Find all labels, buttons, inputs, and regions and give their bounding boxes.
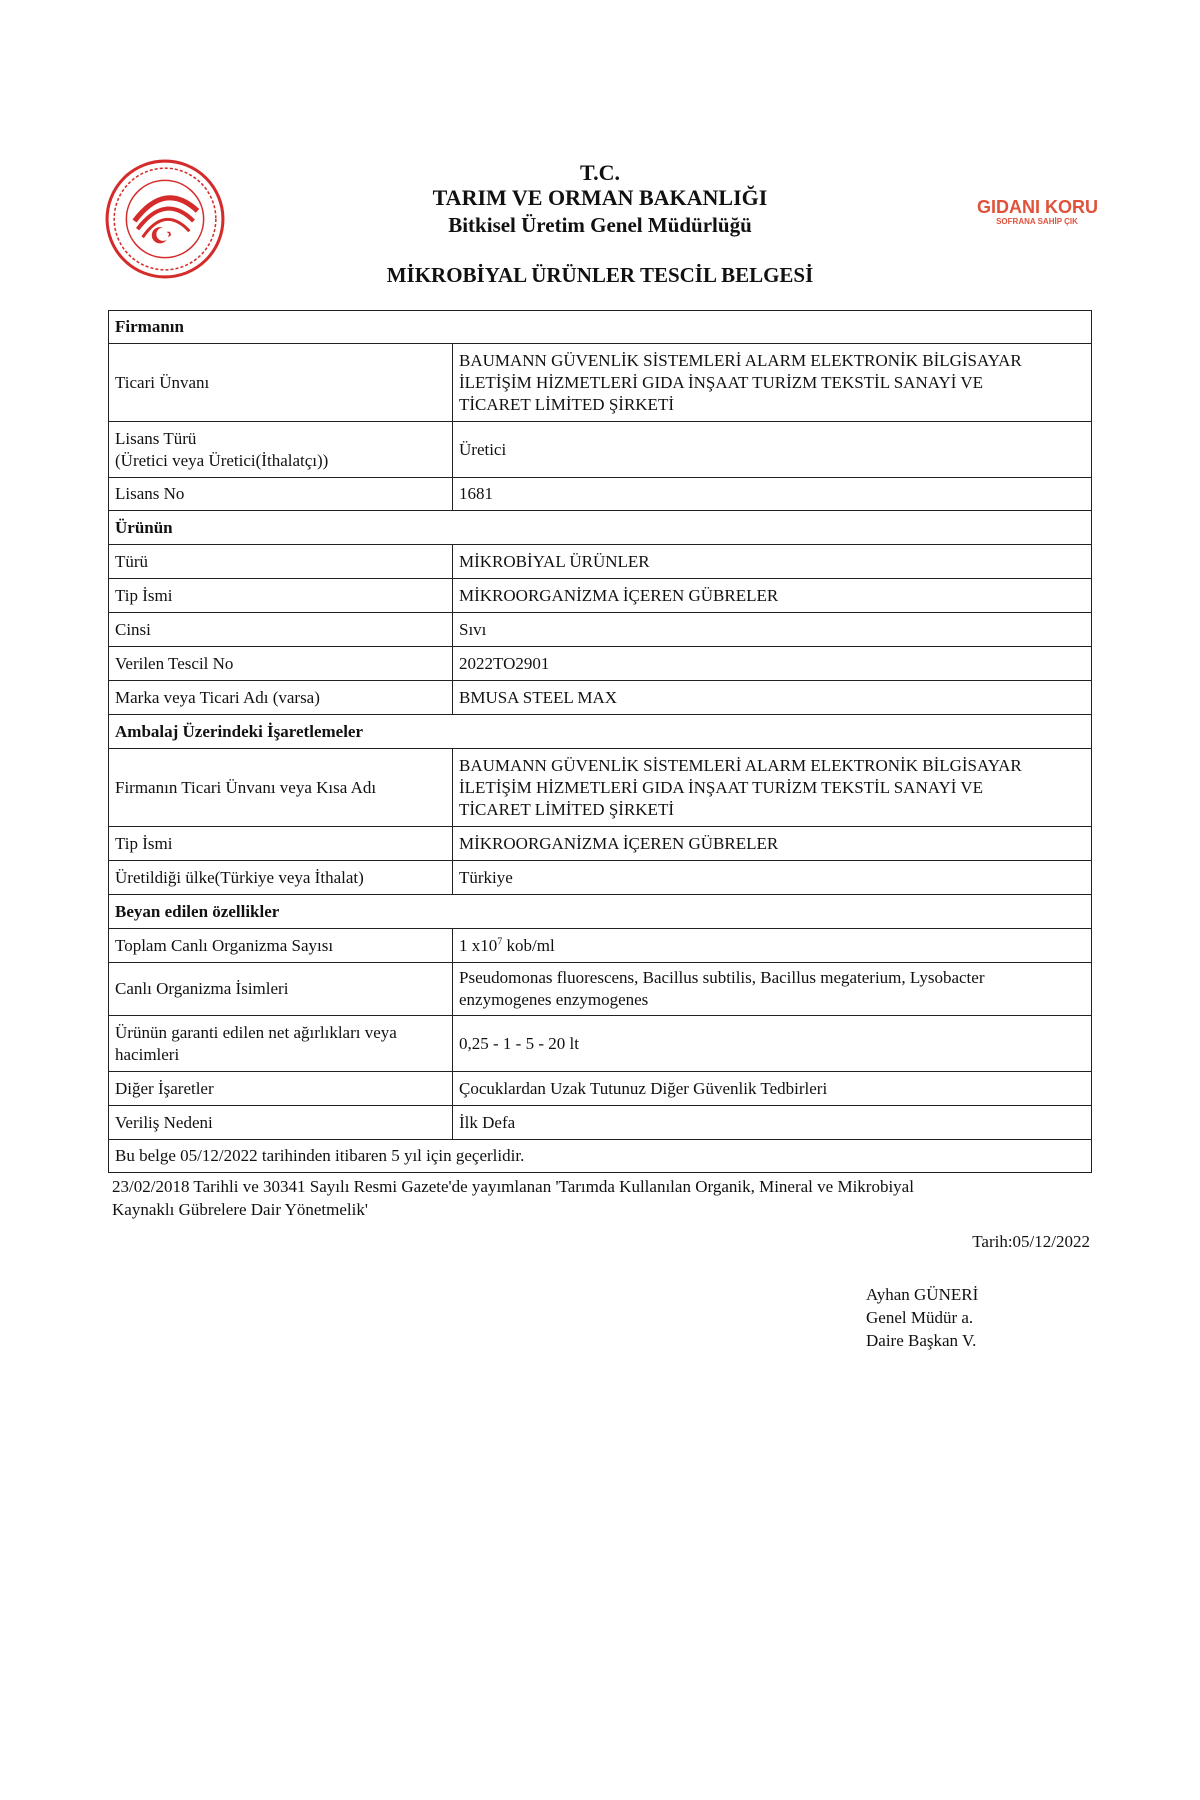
license-type-label-line: (Üretici veya Üretici(İthalatçı)) bbox=[115, 450, 329, 470]
issue-reason-label: Veriliş Nedeni bbox=[109, 1106, 453, 1140]
trade-name-line: TİCARET LİMİTED ŞİRKETİ bbox=[459, 394, 674, 414]
table-row bbox=[109, 861, 1092, 895]
registration-no-value: 2022TO2901 bbox=[453, 647, 1092, 681]
table-row bbox=[109, 1072, 1092, 1106]
net-weights-label bbox=[109, 1016, 453, 1072]
table-row bbox=[109, 478, 1092, 511]
packaging-firm-line: BAUMANN GÜVENLİK SİSTEMLERİ ALARM ELEKTRONİK BİLGİSAYAR bbox=[459, 755, 1022, 775]
packaging-firm-line: TİCARET LİMİTED ŞİRKETİ bbox=[459, 799, 674, 819]
organism-count-value bbox=[453, 929, 1092, 963]
origin-label: Üretildiği ülke(Türkiye veya İthalat) bbox=[109, 861, 453, 895]
license-type-label bbox=[109, 422, 453, 478]
net-weights-label-line: hacimleri bbox=[115, 1044, 180, 1064]
packaging-firm-label: Firmanın Ticari Ünvanı veya Kısa Adı bbox=[109, 749, 453, 827]
product-type-label: Türü bbox=[109, 545, 453, 579]
packaging-kind-label: Tip İsmi bbox=[109, 827, 453, 861]
footnote-line: 23/02/2018 Tarihli ve 30341 Sayılı Resmi Gazete'de yayımlanan 'Tarımda Kullanılan Organik, Mineral ve Mikrobiyal bbox=[112, 1177, 914, 1196]
trade-name-value bbox=[453, 344, 1092, 422]
organism-count-exponent: 7 bbox=[497, 935, 503, 947]
license-no-label: Lisans No bbox=[109, 478, 453, 511]
trade-name-line: BAUMANN GÜVENLİK SİSTEMLERİ ALARM ELEKTRONİK BİLGİSAYAR bbox=[459, 350, 1022, 370]
table-row bbox=[109, 613, 1092, 647]
brand-name-value: BMUSA STEEL MAX bbox=[453, 681, 1092, 715]
organism-count-unit: kob/ml bbox=[502, 935, 555, 955]
directorate-heading: Bitkisel Üretim Genel Müdürlüğü bbox=[448, 213, 752, 237]
signatory-title: Genel Müdür a. bbox=[866, 1308, 974, 1327]
organism-count-base: 1 x10 bbox=[459, 935, 498, 955]
validity-row bbox=[109, 1140, 1092, 1173]
table-row bbox=[109, 1106, 1092, 1140]
other-marks-value: Çocuklardan Uzak Tutunuz Diğer Güvenlik Tedbirleri bbox=[453, 1072, 1092, 1106]
table-row bbox=[109, 1016, 1092, 1072]
section-declared-heading: Beyan edilen özellikler bbox=[109, 895, 1092, 929]
organism-names-line: enzymogenes enzymogenes bbox=[459, 990, 649, 1009]
trade-name-line: İLETİŞİM HİZMETLERİ GIDA İNŞAAT TURİZM TEKSTİL SANAYİ VE bbox=[459, 372, 983, 392]
organism-names-line: Pseudomonas fluorescens, Bacillus subtilis, Bacillus megaterium, Lysobacter bbox=[459, 968, 985, 987]
issue-date: Tarih:05/12/2022 bbox=[972, 1232, 1090, 1251]
footnote-line: Kaynaklı Gübrelere Dair Yönetmelik' bbox=[112, 1200, 368, 1219]
section-declared-row bbox=[109, 895, 1092, 929]
product-type-value: MİKROBİYAL ÜRÜNLER bbox=[453, 545, 1092, 579]
packaging-kind-value: MİKROORGANİZMA İÇEREN GÜBRELER bbox=[453, 827, 1092, 861]
signature-block bbox=[866, 1283, 978, 1352]
license-type-label-line: Lisans Türü bbox=[115, 428, 197, 448]
country-heading: T.C. bbox=[580, 160, 620, 185]
section-packaging-row bbox=[109, 715, 1092, 749]
product-kind-label: Tip İsmi bbox=[109, 579, 453, 613]
issue-reason-value: İlk Defa bbox=[453, 1106, 1092, 1140]
document-title: MİKROBİYAL ÜRÜNLER TESCİL BELGESİ bbox=[386, 263, 814, 287]
net-weights-label-line: Ürünün garanti edilen net ağırlıkları veya bbox=[115, 1022, 397, 1042]
product-kind-value: MİKROORGANİZMA İÇEREN GÜBRELER bbox=[453, 579, 1092, 613]
table-row bbox=[109, 545, 1092, 579]
section-product-row bbox=[109, 511, 1092, 545]
table-row bbox=[109, 827, 1092, 861]
packaging-firm-line: İLETİŞİM HİZMETLERİ GIDA İNŞAAT TURİZM TEKSTİL SANAYİ VE bbox=[459, 777, 983, 797]
table-row bbox=[109, 422, 1092, 478]
table-row bbox=[109, 749, 1092, 827]
regulation-footnote bbox=[112, 1175, 1092, 1221]
registration-no-label: Verilen Tescil No bbox=[109, 647, 453, 681]
table-row bbox=[109, 929, 1092, 963]
validity-text: Bu belge 05/12/2022 tarihinden itibaren 5 yıl için geçerlidir. bbox=[109, 1140, 1092, 1173]
organism-names-value bbox=[453, 963, 1092, 1016]
license-type-value: Üretici bbox=[453, 422, 1092, 478]
brand-main-text: GIDANI KORU bbox=[977, 197, 1098, 217]
product-form-value: Sıvı bbox=[453, 613, 1092, 647]
brand-sub-text: SOFRANA SAHİP ÇIK bbox=[996, 217, 1078, 226]
signatory-name: Ayhan GÜNERİ bbox=[866, 1285, 979, 1304]
packaging-firm-value bbox=[453, 749, 1092, 827]
brand-name-label: Marka veya Ticari Adı (varsa) bbox=[109, 681, 453, 715]
table-row bbox=[109, 647, 1092, 681]
certificate-table bbox=[108, 310, 1092, 1173]
origin-value: Türkiye bbox=[453, 861, 1092, 895]
trade-name-label: Ticari Ünvanı bbox=[109, 344, 453, 422]
organism-count-label: Toplam Canlı Organizma Sayısı bbox=[109, 929, 453, 963]
signatory-title: Daire Başkan V. bbox=[866, 1331, 977, 1350]
organism-names-label: Canlı Organizma İsimleri bbox=[109, 963, 453, 1016]
section-firm-heading: Firmanın bbox=[109, 311, 1092, 344]
table-row bbox=[109, 579, 1092, 613]
table-row bbox=[109, 681, 1092, 715]
license-no-value: 1681 bbox=[453, 478, 1092, 511]
net-weights-value: 0,25 - 1 - 5 - 20 lt bbox=[453, 1016, 1092, 1072]
ministry-heading: TARIM VE ORMAN BAKANLIĞI bbox=[432, 185, 768, 210]
section-firm-row bbox=[109, 311, 1092, 344]
table-row bbox=[109, 344, 1092, 422]
section-packaging-heading: Ambalaj Üzerindeki İşaretlemeler bbox=[109, 715, 1092, 749]
table-row bbox=[109, 963, 1092, 1016]
other-marks-label: Diğer İşaretler bbox=[109, 1072, 453, 1106]
product-form-label: Cinsi bbox=[109, 613, 453, 647]
section-product-heading: Ürünün bbox=[109, 511, 1092, 545]
